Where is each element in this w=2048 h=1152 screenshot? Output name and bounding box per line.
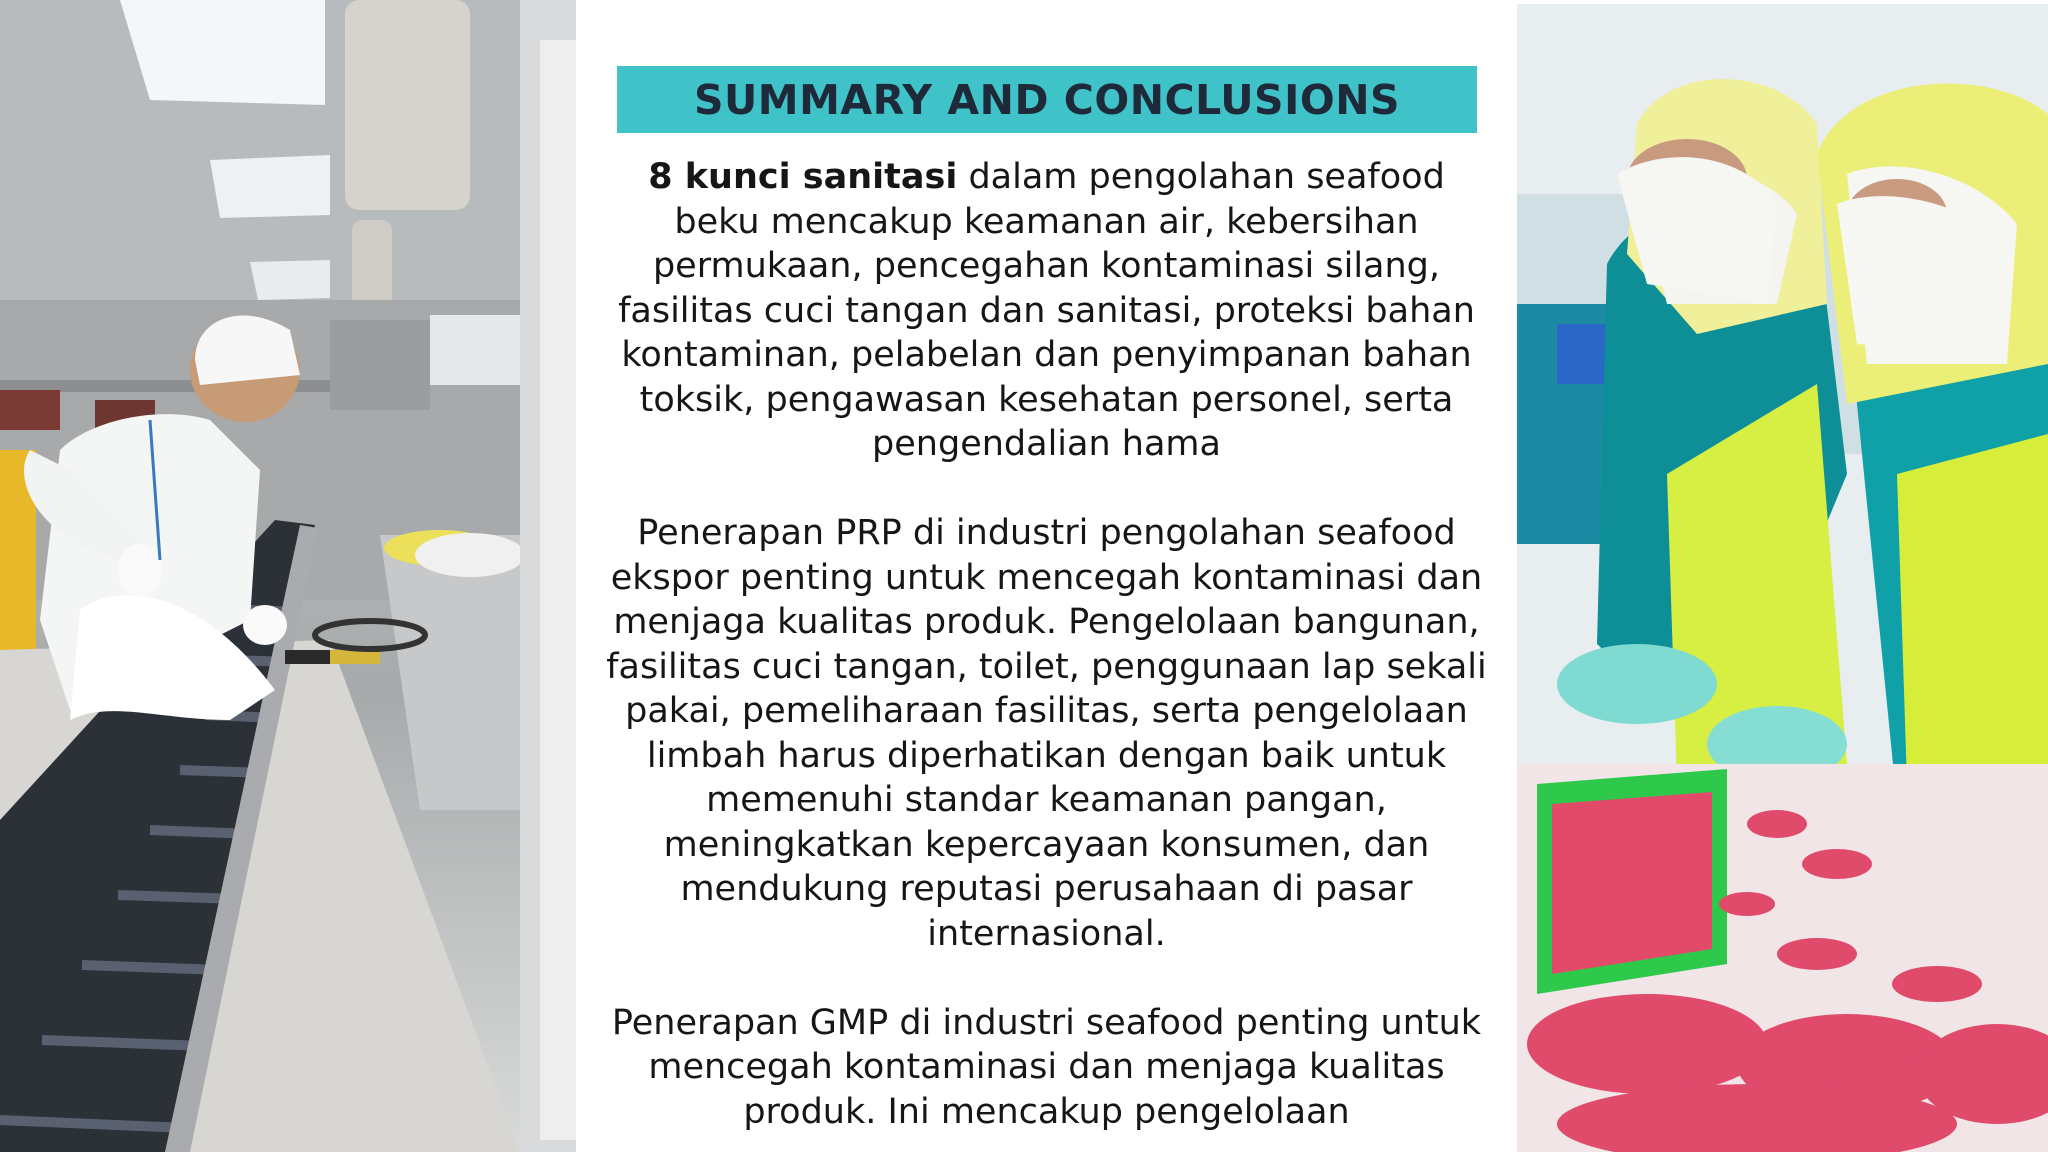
- paragraph-sanitation-keys: [606, 155, 1487, 467]
- paragraph-prp: Penerapan PRP di industri pengolahan seafood ekspor penting untuk mencegah kontaminasi dan menjaga kualitas produk. Pengelolaan bangunan, fasilitas cuci tangan, toilet, penggunaan lap sekali pakai, pemeliharaan fasilitas, serta pengelolaan limbah harus diperhatikan dengan baik untuk memenuhi standar keamanan pangan, meningkatkan kepercayaan konsumen, dan mendukung reputasi perusahaan di pasar internasional.: [606, 513, 1487, 954]
- summary-text: [606, 155, 1487, 1152]
- paragraph-lead-bold: 8 kunci sanitasi: [648, 157, 958, 197]
- title-banner: [617, 66, 1477, 133]
- kitchen-cleaning-photo: [0, 0, 576, 1152]
- paragraph-gmp: Penerapan GMP di industri seafood penting untuk mencegah kontaminasi dan menjaga kualitas produk. Ini mencakup pengelolaan: [611, 1002, 1482, 1132]
- seafood-processing-photo: [1517, 4, 2048, 1152]
- paragraph-text: dalam pengolahan seafood beku mencakup keamanan air, kebersihan permukaan, pencegahan kontaminasi silang, fasilitas cuci tangan dan sanitasi, proteksi bahan kontaminan, pelabelan dan penyimpanan bahan toksik, pengawasan kesehatan personel, serta pengendalian hama: [618, 157, 1475, 464]
- summary-panel: [576, 0, 1517, 1152]
- page-title: SUMMARY AND CONCLUSIONS: [693, 75, 1401, 124]
